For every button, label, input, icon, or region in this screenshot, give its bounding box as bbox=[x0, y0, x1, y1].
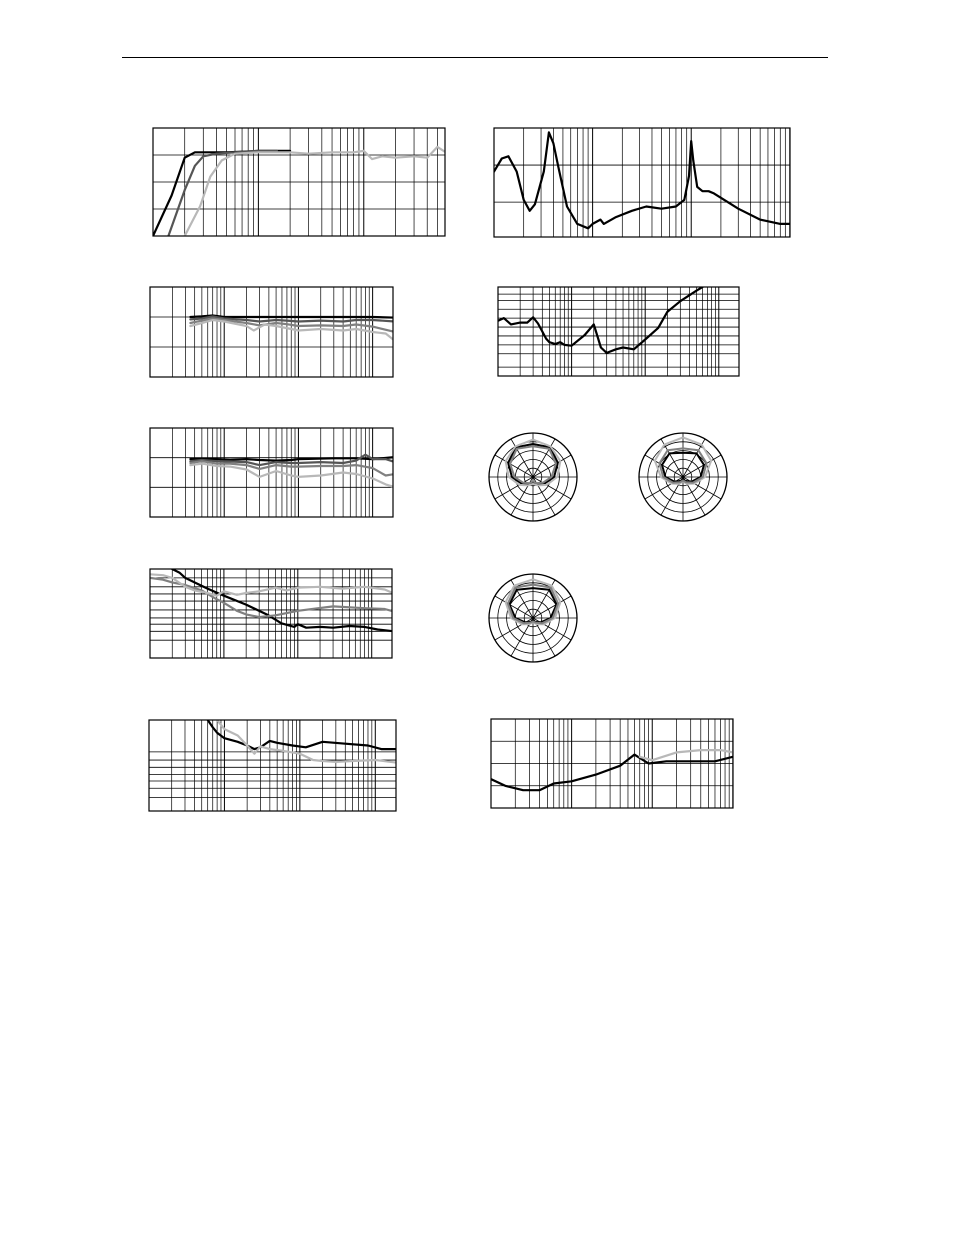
grid bbox=[150, 287, 393, 377]
chart-4 bbox=[498, 287, 739, 376]
plot-frame bbox=[150, 569, 392, 658]
plot-area bbox=[150, 569, 416, 635]
chart-8 bbox=[491, 719, 781, 808]
plot-area bbox=[491, 739, 781, 790]
grid bbox=[149, 720, 396, 811]
plot-area bbox=[498, 287, 703, 353]
chart-6 bbox=[150, 569, 416, 658]
series-line-2 bbox=[640, 739, 782, 760]
plot-area bbox=[494, 132, 849, 228]
chart-10 bbox=[639, 433, 727, 521]
chart-1 bbox=[153, 128, 533, 236]
grid bbox=[498, 287, 739, 376]
chart-9 bbox=[489, 433, 577, 521]
grid bbox=[491, 719, 733, 808]
series-line-1 bbox=[498, 287, 703, 353]
chart-11 bbox=[489, 574, 577, 662]
series-line-1 bbox=[208, 720, 421, 771]
grid bbox=[153, 128, 445, 236]
plot-frame bbox=[150, 287, 393, 377]
grid bbox=[494, 128, 790, 237]
chart-3 bbox=[150, 287, 417, 377]
series-line-1 bbox=[491, 741, 781, 790]
chart-7 bbox=[149, 720, 421, 811]
plot-area bbox=[153, 146, 533, 236]
series-line-1 bbox=[494, 132, 849, 228]
chart-5 bbox=[150, 428, 417, 517]
grid bbox=[150, 569, 392, 658]
series-line-2 bbox=[150, 578, 416, 617]
plot-area bbox=[208, 720, 421, 771]
chart-2 bbox=[494, 128, 849, 237]
plot-frame bbox=[494, 128, 790, 237]
